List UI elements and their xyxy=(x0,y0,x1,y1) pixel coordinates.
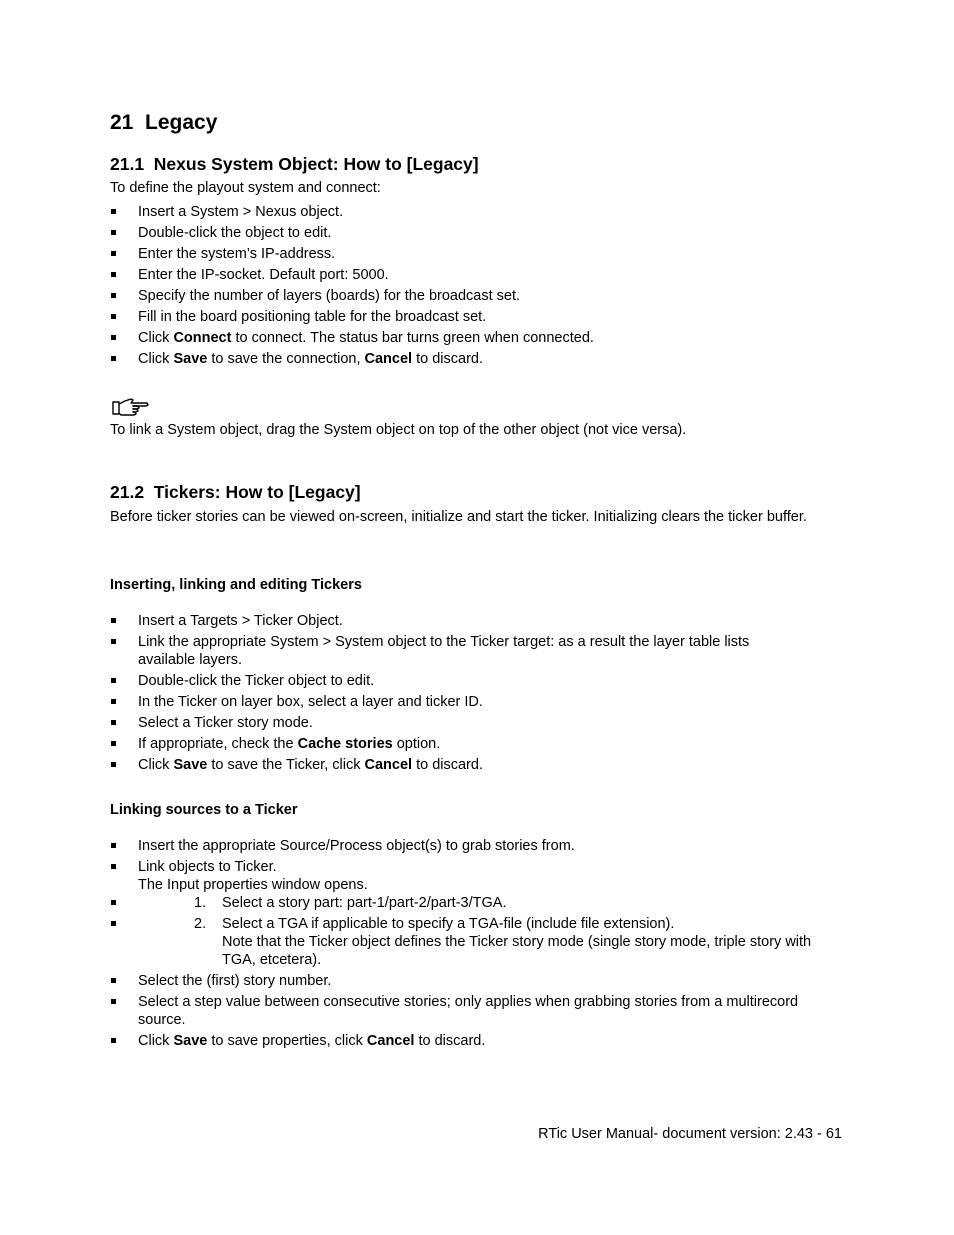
list-item: Click Save to save properties, click Cancel to discard. xyxy=(110,1032,830,1050)
story-part-steps xyxy=(110,894,830,969)
subheading-inserting-tickers: Inserting, linking and editing Tickers xyxy=(110,577,362,593)
chapter-heading xyxy=(110,111,217,135)
section-heading-21-1: 21.1 Nexus System Object: How to [Legacy] xyxy=(110,154,479,174)
numbered-item: 2. Select a TGA if applicable to specify a TGA-file (include file extension). Note that the Ticker object defines the Ticker story mode (single story mode, triple story with TGA, etcetera). xyxy=(110,915,830,969)
chapter-title: Legacy xyxy=(145,111,218,134)
chapter-number: 21 xyxy=(110,111,134,134)
list-item: Insert a System > Nexus object. xyxy=(110,203,850,221)
linking-steps xyxy=(110,837,830,1053)
list-item: Click Connect to connect. The status bar turns green when connected. xyxy=(110,329,850,347)
pointing-hand-icon xyxy=(111,396,149,423)
list-item: Link the appropriate System > System object to the Ticker target: as a result the layer table lists available layers. xyxy=(110,633,810,669)
subheading-linking-sources: Linking sources to a Ticker xyxy=(110,802,298,818)
list-item: Insert the appropriate Source/Process object(s) to grab stories from. xyxy=(110,837,830,855)
list-item: Double-click the object to edit. xyxy=(110,224,850,242)
page-footer: RTic User Manual- document version: 2.43 - 61 xyxy=(538,1126,842,1142)
list-item: Specify the number of layers (boards) for the broadcast set. xyxy=(110,287,850,305)
list-item: Double-click the Ticker object to edit. xyxy=(110,672,810,690)
note-text: To link a System object, drag the System object on top of the other object (not vice versa). xyxy=(110,422,687,438)
list-item: Insert a Targets > Ticker Object. xyxy=(110,612,810,630)
list-item: Fill in the board positioning table for the broadcast set. xyxy=(110,308,850,326)
list-item: If appropriate, check the Cache stories option. xyxy=(110,735,810,753)
list-item: Link objects to Ticker. The Input properties window opens. 1. Select a story part: part-1/part-2/part-3/TGA. 2. Select a TGA if applicable to specify a TGA-file (include file extension). Note that the Ticker object defines the Ticker story mode (single story mode, triple story with TGA, etcetera). xyxy=(110,858,830,969)
section-heading-21-2: 21.2 Tickers: How to [Legacy] xyxy=(110,482,361,502)
section-2-intro: Before ticker stories can be viewed on-screen, initialize and start the ticker. Initializing clears the ticker buffer. xyxy=(110,509,807,525)
list-item: Click Save to save the Ticker, click Cancel to discard. xyxy=(110,756,810,774)
inserting-steps xyxy=(110,612,810,777)
numbered-item: 1. Select a story part: part-1/part-2/part-3/TGA. xyxy=(110,894,830,912)
list-item: Select a Ticker story mode. xyxy=(110,714,810,732)
list-item: Click Save to save the connection, Cancel to discard. xyxy=(110,350,850,368)
list-item: Enter the IP-socket. Default port: 5000. xyxy=(110,266,850,284)
list-item: In the Ticker on layer box, select a layer and ticker ID. xyxy=(110,693,810,711)
list-item: Enter the system’s IP-address. xyxy=(110,245,850,263)
section-1-intro: To define the playout system and connect: xyxy=(110,180,381,196)
list-item: Select the (first) story number. xyxy=(110,972,830,990)
list-item: Select a step value between consecutive stories; only applies when grabbing stories from a multirecord source. xyxy=(110,993,830,1029)
section-1-steps xyxy=(110,203,850,371)
